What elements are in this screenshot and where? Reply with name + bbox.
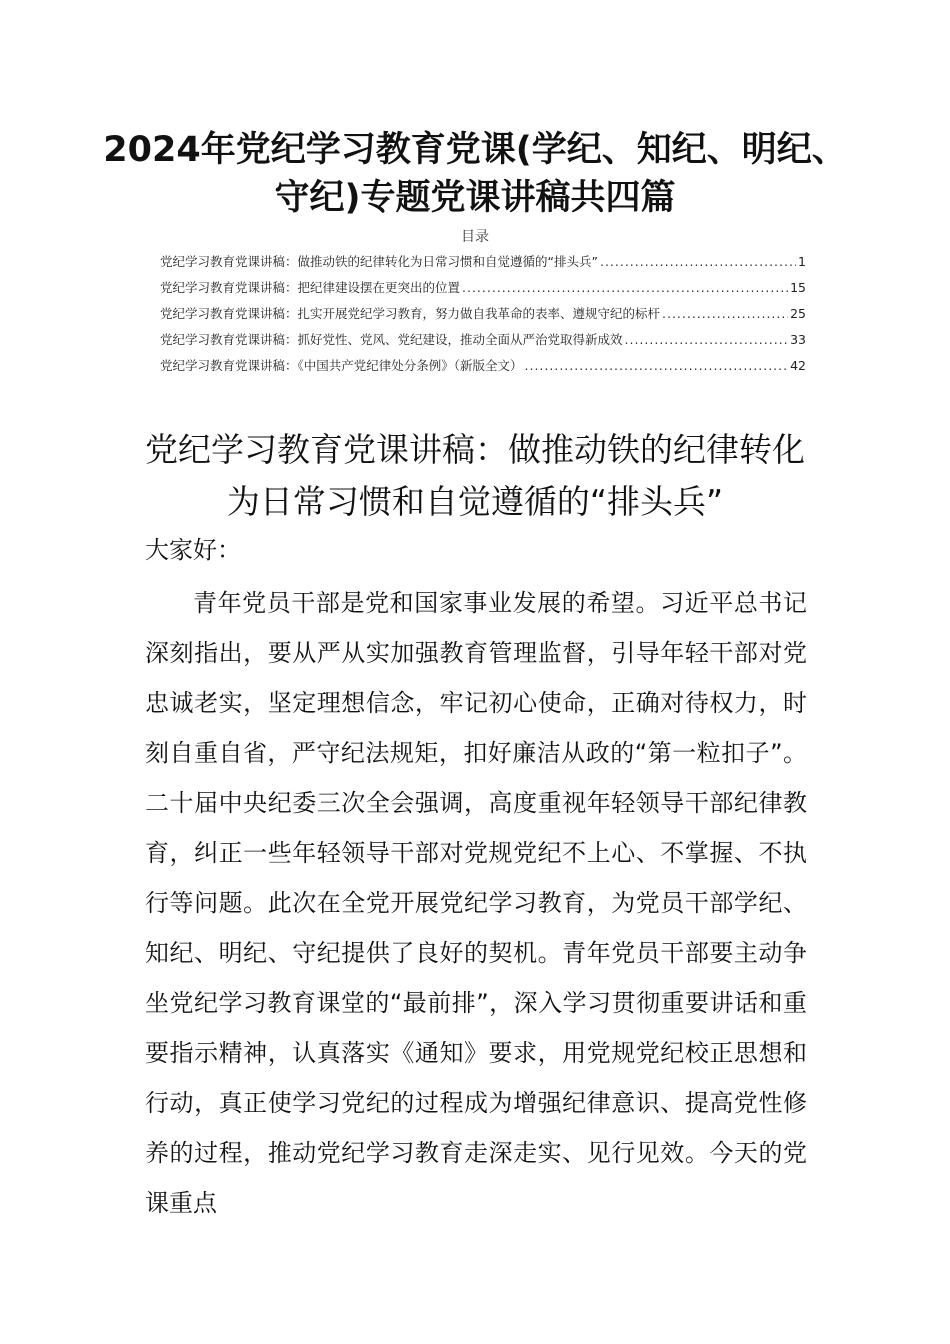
toc-entry[interactable]	[160, 278, 806, 304]
toc-entry-page: 15	[790, 280, 806, 295]
toc-entry[interactable]	[160, 330, 806, 356]
toc-entry[interactable]	[160, 304, 806, 330]
greeting: 大家好：	[145, 536, 241, 564]
toc-entry-text: 党纪学习教育党课讲稿：做推动铁的纪律转化为日常习惯和自觉遵循的“排头兵”	[160, 254, 598, 269]
table-of-contents	[160, 252, 806, 382]
toc-entry-page: 42	[790, 358, 806, 373]
document-title: 2024年党纪学习教育党课(学纪、知纪、明纪、守纪)专题党课讲稿共四篇	[103, 130, 847, 218]
body-paragraph: 青年党员干部是党和国家事业发展的希望。习近平总书记深刻指出，要从严从实加强教育管理监督，引导年轻干部对党忠诚老实，坚定理想信念，牢记初心使命，正确对待权力，时刻自重自省，严守纪法规矩，扣好廉洁从政的“第一粒扣子”。二十届中央纪委三次全会强调，高度重视年轻领导干部纪律教育，纠正一些年轻领导干部对党规党纪不上心、不掌握、不执行等问题。此次在全党开展党纪学习教育，为党员干部学纪、知纪、明纪、守纪提供了良好的契机。青年党员干部要主动争坐党纪学习教育课堂的“最前排”，深入学习贯彻重要讲话和重要指示精神，认真落实《通知》要求，用党规党纪校正思想和行动，真正使学习党纪的过程成为增强纪律意识、提高党性修养的过程，推动党纪学习教育走深走实、见行见效。今天的党课重点	[145, 589, 807, 1217]
toc-heading: 目录	[461, 229, 489, 245]
toc-leader-dots	[600, 254, 796, 269]
toc-entry-text: 党纪学习教育党课讲稿：扎实开展党纪学习教育，努力做自我革命的表率、遵规守纪的标杆	[160, 306, 661, 321]
toc-entry-page: 33	[790, 332, 806, 347]
toc-leader-dots	[662, 306, 788, 321]
toc-entry[interactable]	[160, 356, 806, 382]
toc-leader-dots	[525, 358, 789, 373]
toc-entry-text: 党纪学习教育党课讲稿：《中国共产党纪律处分条例》（新版全文）	[160, 358, 523, 373]
toc-entry[interactable]	[160, 252, 806, 278]
toc-entry-text: 党纪学习教育党课讲稿：把纪律建设摆在更突出的位置	[160, 280, 461, 295]
toc-entry-text: 党纪学习教育党课讲稿：抓好党性、党风、党纪建设，推动全面从严治党取得新成效	[160, 332, 623, 347]
section-title: 党纪学习教育党课讲稿：做推动铁的纪律转化为日常习惯和自觉遵循的“排头兵”	[145, 430, 805, 521]
toc-leader-dots	[625, 332, 789, 347]
toc-entry-page: 25	[790, 306, 806, 321]
toc-leader-dots	[462, 280, 788, 295]
toc-entry-page: 1	[798, 254, 806, 269]
